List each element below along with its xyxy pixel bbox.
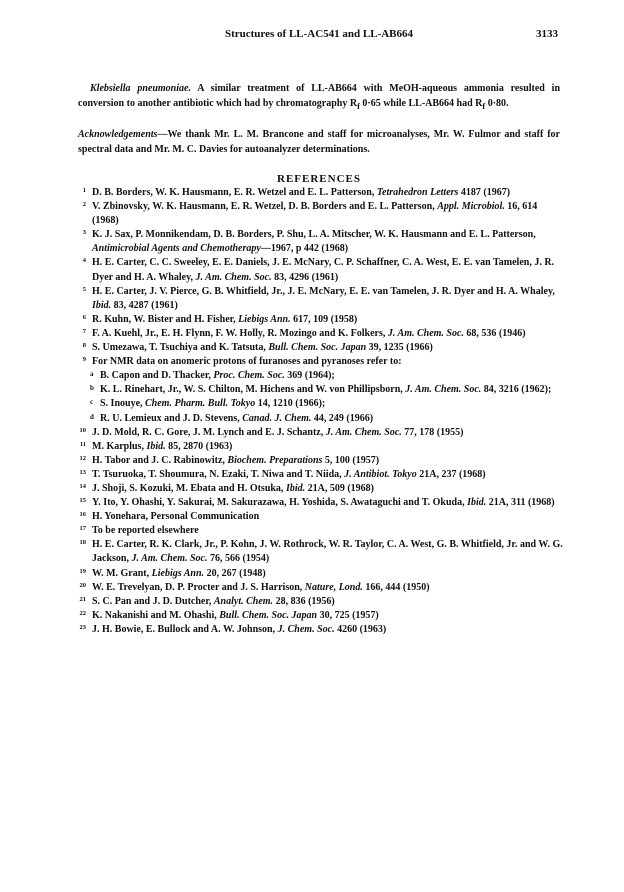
reference-item <box>78 524 564 538</box>
reference-journal: Tetrahedron Letters <box>376 187 459 198</box>
reference-citation: 76, 566 (1954) <box>207 553 270 565</box>
reference-number: 23 <box>79 623 86 631</box>
reference-citation: 28, 836 (1956) <box>273 595 335 607</box>
reference-journal: Ibid. <box>92 299 112 311</box>
reference-text: To be reported elsewhere <box>92 525 199 537</box>
reference-journal: Chem. Pharm. Bull. Tokyo <box>145 398 256 410</box>
reference-authors: J. D. Mold, R. C. Gore, J. M. Lynch and E. J. Schantz, <box>92 426 326 438</box>
page-number: 3133 <box>536 28 558 40</box>
reference-journal: Nature, Lond. <box>304 581 363 593</box>
reference-authors: V. Zbinovsky, W. K. Hausmann, E. R. Wetzel, D. B. Borders and E. L. Patterson, <box>92 201 438 213</box>
reference-number: 21 <box>79 595 86 603</box>
reference-authors: H. E. Carter, C. C. Sweeley, E. E. Daniels, J. E. McNary, C. P. Schaffner, C. A. West, E. E. van Tamelen, J. R. Dyer and H. A. Whaley, <box>92 257 555 283</box>
reference-number: 18 <box>79 539 86 547</box>
reference-letter: b <box>90 384 94 393</box>
reference-journal: J. Am. Chem. Soc. <box>131 553 208 565</box>
reference-citation: 68, 536 (1946) <box>463 327 526 339</box>
reference-item <box>78 496 564 510</box>
reference-journal: Antimicrobial Agents and Chemotherapy <box>92 243 261 255</box>
reference-number: 8 <box>82 342 86 350</box>
reference-item <box>78 256 564 284</box>
reference-journal: J. Antibiot. Tokyo <box>344 468 417 480</box>
reference-citation: 20, 267 (1948) <box>204 567 266 579</box>
reference-item <box>78 468 564 482</box>
reference-citation: 83, 4296 (1961) <box>271 271 339 283</box>
reference-journal: Ibid. <box>467 497 487 509</box>
reference-journal: Biochem. Preparations <box>227 454 323 466</box>
paragraph-text: 0·65 while LL-AB664 had R <box>359 98 483 109</box>
reference-item <box>78 426 564 440</box>
reference-authors: H. E. Carter, R. K. Clark, Jr., P. Kohn, J. W. Rothrock, W. R. Taylor, C. A. West, G. B. Whitfield, Jr. and W. G. Jackson, <box>92 539 563 565</box>
reference-number: 16 <box>79 511 86 519</box>
reference-letter: c <box>90 398 94 407</box>
reference-number: 13 <box>79 468 86 476</box>
reference-journal: J. Am. Chem. Soc. <box>325 426 402 438</box>
organism-name: Klebsiella pneumoniae. <box>90 83 191 94</box>
reference-authors: K. L. Rinehart, Jr., W. S. Chilton, M. Hichens and W. von Phillipsborn, <box>100 384 406 396</box>
reference-authors: S. Umezawa, T. Tsuchiya and K. Tatsuta, <box>92 342 269 354</box>
reference-item <box>78 355 564 369</box>
reference-subitem <box>78 397 564 411</box>
reference-authors: M. Karplus, <box>92 440 147 452</box>
reference-citation: 14, 1210 (1966); <box>255 398 326 410</box>
reference-subitem <box>78 383 564 397</box>
reference-citation: 21A, 311 (1968) <box>486 497 555 509</box>
reference-number: 11 <box>79 440 86 448</box>
reference-number: 22 <box>79 609 86 617</box>
reference-item <box>78 228 564 256</box>
reference-journal: Bull. Chem. Soc. Japan <box>268 342 367 354</box>
reference-authors: R. Kuhn, W. Bister and H. Fisher, <box>92 313 239 325</box>
reference-authors: W. M. Grant, <box>92 567 152 579</box>
reference-authors: Y. Ito, Y. Ohashi, Y. Sakurai, M. Sakurazawa, H. Yoshida, S. Awataguchi and T. Okuda, <box>92 497 468 509</box>
reference-journal: Proc. Chem. Soc. <box>213 370 285 382</box>
reference-journal: J. Am. Chem. Soc. <box>387 327 464 339</box>
acknowledgements-label: Acknowledgements <box>78 129 158 140</box>
paragraph-text: —We thank Mr. L. M. Brancone and staff for microanalyses, Mr. W. Fulmor and staff for spectral data and Mr. M. C. Davies for autoanalyzer determinations. <box>78 129 560 155</box>
reference-item <box>78 567 564 581</box>
reference-citation: 39, 1235 (1966) <box>366 342 433 354</box>
reference-citation: 166, 444 (1950) <box>362 581 430 593</box>
reference-journal: Bull. Chem. Soc. Japan <box>219 609 318 621</box>
reference-item <box>78 200 564 228</box>
reference-item <box>78 454 564 468</box>
reference-journal: Liebigs Ann. <box>238 313 291 325</box>
reference-citation: 83, 4287 (1961) <box>111 299 178 311</box>
reference-citation: 21A, 509 (1968) <box>305 482 374 494</box>
running-header <box>80 28 558 44</box>
reference-number: 9 <box>82 356 86 364</box>
reference-number: 7 <box>82 327 86 335</box>
reference-text: H. Yonehara, Personal Communication <box>92 511 260 523</box>
reference-number: 14 <box>79 482 86 490</box>
rf-subscript: f <box>357 102 360 111</box>
reference-citation: 5, 100 (1957) <box>322 454 380 466</box>
reference-number: 20 <box>79 581 86 589</box>
reference-number: 2 <box>82 201 86 209</box>
reference-number: 12 <box>79 454 86 462</box>
reference-item <box>78 285 564 313</box>
reference-authors: S. C. Pan and J. D. Dutcher, <box>92 595 214 607</box>
reference-journal: Appl. Microbiol. <box>437 201 505 213</box>
reference-number: 10 <box>79 426 86 434</box>
reference-citation: —1967, p 442 (1968) <box>260 243 349 255</box>
reference-letter: d <box>90 412 94 421</box>
reference-authors: J. Shoji, S. Kozuki, M. Ebata and H. Otsuka, <box>92 482 286 494</box>
reference-authors: H. E. Carter, J. V. Pierce, G. B. Whitfield, Jr., J. E. McNary, E. E. van Tamelen, J. R. Dyer and H. A. Whaley, <box>92 285 555 297</box>
reference-authors: B. Capon and D. Thacker, <box>100 370 214 382</box>
reference-authors: D. B. Borders, W. K. Hausmann, E. R. Wetzel and E. L. Patterson, <box>92 187 377 198</box>
reference-number: 1 <box>82 187 86 194</box>
running-title: Structures of LL-AC541 and LL-AB664 <box>224 28 414 40</box>
reference-item <box>78 623 564 637</box>
reference-citation: 617, 109 (1958) <box>290 313 358 325</box>
reference-citation: 85, 2870 (1963) <box>165 440 233 452</box>
reference-journal: J. Am. Chem. Soc. <box>405 384 482 396</box>
reference-number: 4 <box>82 257 86 265</box>
reference-item <box>78 327 564 341</box>
reference-item <box>78 440 564 454</box>
reference-journal: Canad. J. Chem. <box>242 412 312 424</box>
reference-item <box>78 341 564 355</box>
reference-citation: 369 (1964); <box>284 370 335 382</box>
reference-number: 17 <box>79 525 86 533</box>
reference-citation: 21A, 237 (1968) <box>416 468 486 480</box>
reference-journal: J. Am. Chem. Soc. <box>195 271 272 283</box>
reference-journal: Ibid. <box>146 440 166 452</box>
reference-item <box>78 186 564 200</box>
reference-item <box>78 510 564 524</box>
reference-authors: R. U. Lemieux and J. D. Stevens, <box>100 412 243 424</box>
paragraph-acknowledgements <box>78 127 560 157</box>
rf-subscript: f <box>482 102 486 111</box>
reference-subitem <box>78 412 564 426</box>
reference-item <box>78 482 564 496</box>
reference-letter: a <box>90 370 94 379</box>
reference-authors: K. Nakanishi and M. Ohashi, <box>92 609 220 621</box>
reference-citation: 4187 (1967) <box>458 187 511 198</box>
reference-authors: H. Tabor and J. C. Rabinowitz, <box>92 454 228 466</box>
reference-subitem <box>78 369 564 383</box>
reference-number: 5 <box>82 285 86 293</box>
reference-item <box>78 609 564 623</box>
paragraph-klebsiella <box>78 81 560 114</box>
reference-authors: K. J. Sax, P. Monnikendam, D. B. Borders, P. Shu, L. A. Mitscher, W. K. Hausmann and E. L. Patterson, <box>92 229 536 241</box>
paragraph-text: 0·80. <box>485 98 509 109</box>
reference-journal: Liebigs Ann. <box>151 567 205 579</box>
reference-citation: 77, 178 (1955) <box>401 426 464 438</box>
reference-authors: F. A. Kuehl, Jr., E. H. Flynn, F. W. Holly, R. Mozingo and K. Folkers, <box>92 327 388 339</box>
reference-list <box>78 186 564 637</box>
reference-number: 15 <box>79 497 86 505</box>
reference-citation: 4260 (1963) <box>334 623 387 635</box>
reference-item <box>78 581 564 595</box>
paragraph-text: A similar treatment of LL-AB664 with MeOH-aqueous ammonia resulted in conversion to another antibiotic which had by chromatography R <box>78 83 561 109</box>
reference-text: For NMR data on anomeric protons of furanoses and pyranoses refer to: <box>92 356 402 368</box>
reference-number: 19 <box>79 567 86 575</box>
reference-item <box>78 595 564 609</box>
reference-citation: 84, 3216 (1962); <box>481 384 552 396</box>
reference-citation: 30, 725 (1957) <box>317 609 379 621</box>
reference-item <box>78 538 564 566</box>
reference-item <box>78 313 564 327</box>
reference-journal: Analyt. Chem. <box>213 595 274 607</box>
reference-authors: S. Inouye, <box>100 398 146 410</box>
reference-authors: J. H. Bowie, E. Bullock and A. W. Johnson, <box>92 623 278 635</box>
reference-number: 3 <box>82 229 86 237</box>
reference-authors: W. E. Trevelyan, D. P. Procter and J. S. Harrison, <box>92 581 305 593</box>
reference-citation: 16, 614 (1968) <box>92 201 538 227</box>
reference-number: 6 <box>82 313 86 321</box>
reference-citation: 44, 249 (1966) <box>311 412 374 424</box>
reference-journal: Ibid. <box>285 482 306 494</box>
references-heading: REFERENCES <box>277 173 361 185</box>
reference-journal: J. Chem. Soc. <box>277 623 335 635</box>
reference-authors: T. Tsuruoka, T. Shoumura, N. Ezaki, T. Niwa and T. Niida, <box>92 468 345 480</box>
